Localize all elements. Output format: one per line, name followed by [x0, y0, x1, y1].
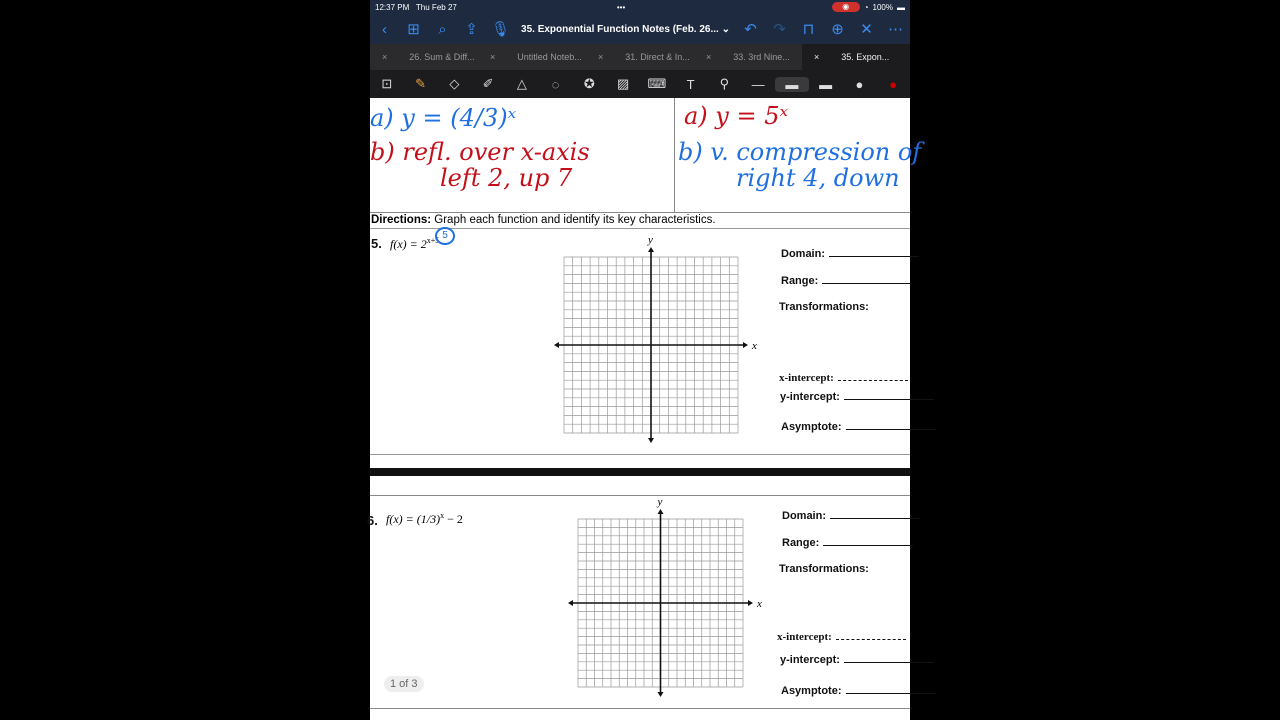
tab-close-icon[interactable]: ×: [490, 52, 496, 62]
battery-text: 100%: [872, 2, 893, 12]
divider: [370, 495, 910, 496]
tab-label: 31. Direct & In...: [625, 52, 690, 62]
hw-right-b1: b) v. compression of: [678, 138, 922, 166]
y-intercept-field[interactable]: [780, 654, 934, 666]
range-field[interactable]: [781, 275, 912, 287]
laser-pointer-icon[interactable]: ⚲: [719, 76, 730, 91]
grid-icon[interactable]: ⊞: [407, 21, 420, 38]
problem-6-equation: [386, 511, 463, 527]
hw-right-b2: right 4, down: [736, 164, 900, 192]
tab-label: 35. Expon...: [841, 52, 890, 62]
thick-stroke-icon[interactable]: ▬: [819, 76, 833, 92]
domain-field[interactable]: [781, 248, 919, 260]
range-label: Range:: [781, 275, 819, 287]
image-icon[interactable]: ▨: [616, 76, 630, 91]
asymptote-field[interactable]: [781, 685, 936, 697]
back-icon[interactable]: ‹: [382, 20, 387, 38]
directions: [371, 214, 716, 226]
y-intercept-label: y-intercept:: [780, 654, 840, 666]
tab-close-icon[interactable]: ×: [814, 52, 820, 62]
y-intercept-field[interactable]: [780, 391, 934, 403]
x-intercept-label: x-intercept:: [777, 631, 832, 643]
shapes-icon[interactable]: △: [516, 76, 527, 91]
graph-grid-5[interactable]: [550, 232, 760, 447]
domain-label: Domain:: [781, 248, 825, 260]
y-axis-label: y: [657, 496, 663, 508]
color-red[interactable]: ●: [889, 76, 898, 92]
hw-right-a: a) y = 5ˣ: [684, 102, 789, 130]
tab-close-icon[interactable]: ×: [382, 52, 388, 62]
y-axis-label: y: [648, 234, 653, 246]
annotation-circle: 5: [435, 227, 455, 245]
directions-label: Directions:: [371, 214, 432, 226]
tab-3[interactable]: [586, 44, 694, 70]
zoom-window-icon[interactable]: ⊡: [381, 76, 393, 91]
exponent: x: [440, 511, 445, 520]
add-page-icon[interactable]: ⊕: [831, 21, 844, 38]
tab-close-icon[interactable]: ×: [706, 52, 712, 62]
domain-field[interactable]: [782, 510, 920, 522]
multitask-dots-icon[interactable]: •••: [616, 2, 626, 12]
equation-text: f(x) = (1/3): [386, 512, 441, 526]
x-intercept-field[interactable]: [777, 631, 906, 643]
status-date: Thu Feb 27: [415, 2, 457, 12]
document-title[interactable]: 35. Exponential Function Notes (Feb. 26... ⌄: [521, 23, 730, 35]
divider: [370, 708, 910, 709]
tab-label: Untitled Noteb...: [517, 52, 582, 62]
directions-text: Graph each function and identify its key characteristics.: [434, 214, 716, 226]
divider: [370, 454, 910, 455]
drawing-toolbar: [370, 70, 910, 98]
hw-left-a: a) y = (4/3)ˣ: [370, 104, 517, 132]
problem-number: 6.: [367, 513, 378, 528]
asymptote-label: Asymptote:: [781, 421, 842, 433]
divider: [370, 212, 910, 213]
sticker-icon[interactable]: ✪: [583, 76, 595, 91]
asymptote-field[interactable]: [781, 421, 936, 433]
battery-icon: ▬: [897, 2, 905, 12]
hw-left-b2: left 2, up 7: [440, 164, 573, 192]
transformations-label: Transformations:: [779, 563, 869, 575]
highlighter-icon[interactable]: ✐: [482, 76, 494, 91]
redo-icon[interactable]: ↷: [773, 21, 786, 38]
tab-1[interactable]: [370, 44, 478, 70]
exponent: x+5: [426, 236, 440, 245]
tab-2[interactable]: [478, 44, 586, 70]
status-bar: [370, 0, 910, 14]
eraser-icon[interactable]: ◇: [449, 76, 460, 91]
document-page[interactable]: [367, 98, 922, 720]
divider: [674, 98, 675, 212]
x-axis-label: x: [752, 340, 757, 352]
tab-4[interactable]: [694, 44, 802, 70]
x-intercept-field[interactable]: [779, 372, 908, 384]
asymptote-label: Asymptote:: [781, 685, 842, 697]
graph-grid-6[interactable]: [566, 498, 766, 703]
hw-left-b1: b) refl. over x-axis: [370, 138, 590, 166]
nav-bar: [370, 14, 910, 44]
problem-number: 5.: [371, 236, 382, 251]
close-icon[interactable]: ✕: [860, 21, 873, 38]
tab-5-active[interactable]: [802, 44, 910, 70]
equation-suffix: − 2: [447, 512, 463, 526]
recording-icon[interactable]: ◉: [832, 2, 860, 12]
lasso-icon[interactable]: ◌: [551, 76, 560, 92]
search-icon[interactable]: ⌕: [438, 20, 447, 38]
tab-label: 33. 3rd Nine...: [733, 52, 790, 62]
tab-close-icon[interactable]: ×: [598, 52, 604, 62]
equation-text: f(x) = 2: [390, 237, 427, 251]
undo-icon[interactable]: ↶: [744, 21, 757, 38]
more-icon[interactable]: ⋯: [888, 21, 903, 38]
tab-label: 26. Sum & Diff...: [409, 52, 475, 62]
medium-stroke-icon[interactable]: ▬: [775, 77, 809, 92]
problem-5-equation: [390, 236, 439, 252]
range-label: Range:: [782, 537, 820, 549]
keyboard-icon[interactable]: ⌨: [647, 76, 667, 91]
status-time: 12:37 PM: [375, 2, 410, 12]
page-indicator: 1 of 3: [384, 676, 424, 692]
x-intercept-label: x-intercept:: [779, 372, 834, 384]
range-field[interactable]: [782, 537, 913, 549]
color-white[interactable]: ●: [855, 76, 864, 92]
domain-label: Domain:: [782, 510, 826, 522]
transformations-label: Transformations:: [779, 301, 869, 313]
bookmark-icon[interactable]: ⊓: [802, 21, 815, 38]
y-intercept-label: y-intercept:: [780, 391, 840, 403]
notes-app: [367, 0, 922, 720]
text-icon[interactable]: T: [686, 76, 695, 92]
pen-icon[interactable]: ✎: [415, 76, 427, 91]
thin-stroke-icon[interactable]: —: [751, 76, 765, 92]
tab-bar: [370, 44, 910, 70]
wifi-icon: ◔: [863, 2, 869, 12]
x-axis-label: x: [757, 598, 762, 610]
microphone-icon[interactable]: 🎙: [490, 21, 511, 38]
share-icon[interactable]: ⇪: [465, 21, 478, 38]
page-break: [370, 468, 910, 476]
